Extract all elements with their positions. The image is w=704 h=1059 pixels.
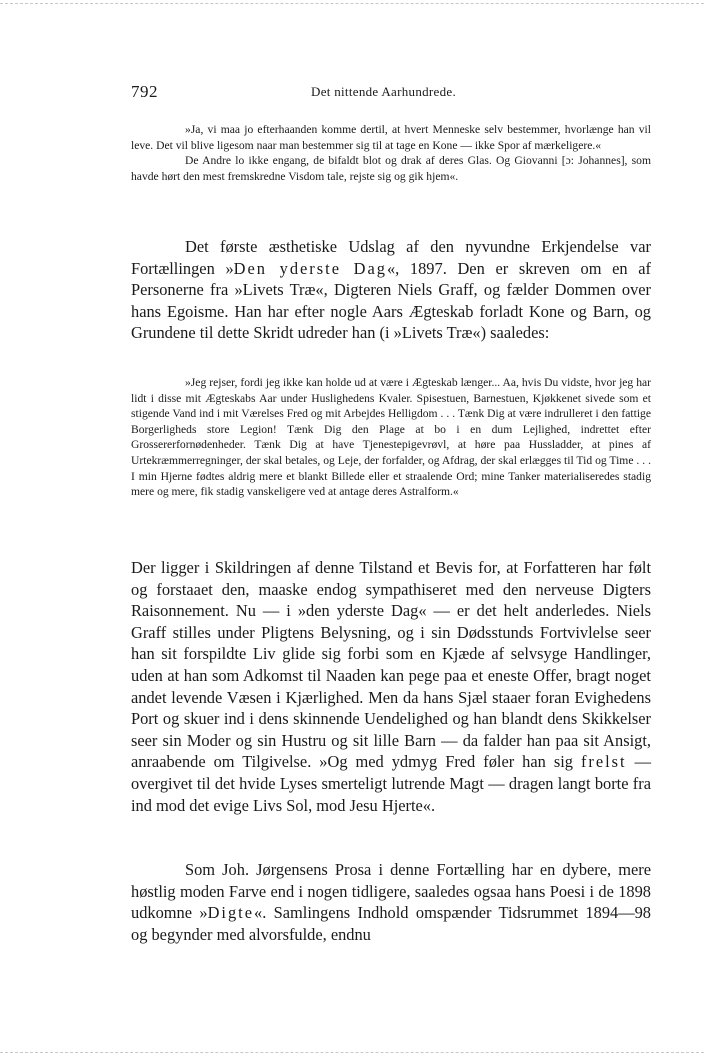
paragraph-3-title: Digte [207, 903, 254, 923]
paragraph-3-text [131, 859, 651, 945]
paragraph-2-emphasis: frelst [580, 752, 627, 772]
paragraph-3-part-1: Som Joh. Jørgensens Prosa i denne Fortælling har en dybere, mere høstlig moden Farve end i nogen tidligere, saaledes ogsaa hans Poesi i de 1898 udkomne » [131, 860, 651, 923]
quote-middle [131, 375, 651, 500]
paragraph-2-part-2: — overgivet til det hvide Lyses smerteligt lutrende Magt — dragen langt borte fra ind mod det evige Livs Sol, mod Jesu Hjerte«. [131, 752, 651, 815]
scan-bottom-edge [0, 1052, 704, 1053]
paragraph-1-part-1: Det første æsthetiske Udslag af den nyvundne Erkjendelse var Fortællingen » [131, 237, 651, 278]
quote-top-paragraph-2: De Andre lo ikke engang, de bifaldt blot og drak af deres Glas. Og Giovanni [ɔ: Johannes], som havde hørt den mest fremskredne Visdom tale, rejste sig og gik hjem«. [131, 154, 651, 183]
scan-top-edge [0, 3, 704, 4]
paragraph-2-text [131, 557, 651, 816]
page-number: 792 [131, 82, 158, 101]
paragraph-2-part-1: Der ligger i Skildringen af denne Tilstand et Bevis for, at Forfatteren har følt og forstaaet den, maaske endog sympathiseret med den nerveuse Digters Raisonnement. Nu — i »den yderste Dag« — er det helt anderledes. Niels Graff stilles under Pligtens Belysning, og i sin Dødsstunds Fortvivlelse seer han sit forspildte Liv glide sig forbi som en Kjæde af selvsyge Handlinger, uden at han som Adkomst til Naaden kan pege paa et eneste Offer, bragt noget andet levende Væsen i Kjærlighed. Men da hans Sjæl staaer foran Evighedens Port og skuer ind i dens skinnende Uendelighed og han blandt dens Skikkelser seer sin Moder og sin Hustru og sit lille Barn — da falder han paa sit Ansigt, anraabende om Tilgivelse. »Og med ydmyg Fred føler han sig [131, 558, 651, 772]
quote-top [131, 122, 651, 184]
paragraph-2 [131, 557, 651, 816]
paragraph-3 [131, 859, 651, 945]
paragraph-1-part-2: «, 1897. Den er skreven om en af Personerne fra »Livets Træ«, Digteren Niels Graff, og fælder Dommen over hans Egoisme. Han har efter nogle Aars Ægteskab forladt Kone og Barn, og Grundene til dette Skridt udreder han (i »Livets Træ«) saaledes: [131, 258, 651, 343]
paragraph-1 [131, 236, 651, 344]
running-title: Det nittende Aarhundrede. [311, 84, 457, 99]
paragraph-3-part-2: «. Samlingens Indhold omspænder Tidsrummet 1894—98 og begynder med alvorsfulde, endnu [131, 903, 651, 944]
paragraph-1-title: Den yderste Dag [233, 258, 387, 278]
paragraph-1-text [131, 236, 651, 344]
page-header [131, 82, 651, 104]
quote-top-paragraph-1: »Ja, vi maa jo efterhaanden komme dertil, at hvert Menneske selv bestemmer, hvorlænge han vil leve. Det vil blive ligesom naar man bestemmer sig til at tage en Kone — ikke Spor af mærkeligere.« [131, 123, 651, 152]
quote-middle-text: »Jeg rejser, fordi jeg ikke kan holde ud at være i Ægteskab længer... Aa, hvis Du vidste, hvor jeg har lidt i disse mit Ægteskabs Aar under Huslighedens Kvaler. Spisestuen, Barnestuen, Kjøkkenet sivede som et stigende Vand ind i mit Værelses Fred og mit Arbejdes Helligdom . . . Tænk Dig at være indrulleret i den fattige Borgerligheds store Legion! Tænk Dig den Plage at bo i en dum Lejlighed, indrettet efter Grossererfornødenheder. Tænk Dig at have Tjenestepigevrøvl, at høre paa Hussladder, at pines af Urtekræmmerregninger, der skal betales, og Leje, der forfalder, og Afdrag, der skal erlægges til Tid og Time . . . I min Hjerne fødtes aldrig mere et blankt Billede eller et straalende Ord; mine Tanker materialiseredes stadig mere og mere, fik stadig vanskeligere ved at antage deres Astralform.« [131, 376, 651, 499]
